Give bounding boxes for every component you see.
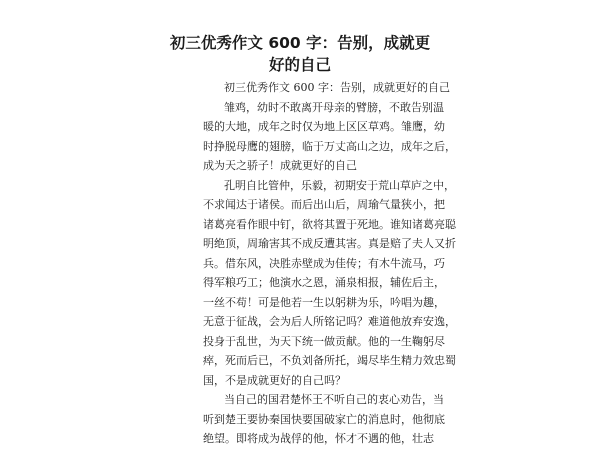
page-title-line-1: 初三优秀作文 600 字：告别，成就更 xyxy=(169,34,431,52)
article-line: 当自己的国君楚怀王不听自己的衷心劝告，当 xyxy=(224,393,444,406)
article-body xyxy=(203,78,456,449)
article-line: 不求闻达于诸侯。而后出山后，周瑜气量狭小，把 xyxy=(203,198,445,211)
article-line: 投身于乱世，为天下统一做贡献。他的一生鞠躬尽 xyxy=(203,334,445,348)
article-line: 孔明自比管仲，乐毅，初期安于荒山草庐之中， xyxy=(224,178,455,192)
article-line: 瘁，死而后已，不负刘备所托，竭尽毕生精力效忠蜀 xyxy=(203,354,456,367)
article-line: 绝望。即将成为战俘的他，怀才不遇的他，壮志 xyxy=(203,432,434,445)
article-line: 一丝不苟！可是他若一生以躬耕为乐，吟唱为趣， xyxy=(203,295,445,309)
page-title-line-2: 好的自己 xyxy=(268,56,331,74)
article-line: 得军粮巧工；他演水之恩，涌泉相报，辅佐后主， xyxy=(203,276,445,289)
article-line: 无意于征战，会为后人所铭记吗？难道他放弃安逸， xyxy=(203,315,456,328)
article-line: 明绝顶，周瑜害其不成反遭其害。真是赔了夫人又折 xyxy=(203,237,456,250)
article-line: 兵。借东风，决胜赤壁成为佳传；有木牛流马，巧 xyxy=(203,256,445,270)
article-line: 雏鸡，幼时不敢离开母亲的臂膀，不敢告别温 xyxy=(224,100,444,114)
article-line: 时挣脱母鹰的翅膀，临于万丈高山之边，成年之后， xyxy=(203,139,456,153)
article-line: 国，不是成就更好的自己吗？ xyxy=(203,373,346,387)
article-line: 初三优秀作文 600 字：告别，成就更好的自己 xyxy=(224,81,450,94)
article-line: 诸葛亮看作眼中钉，欲将其置于死地。谁知诸葛亮聪 xyxy=(203,217,456,231)
article-line: 成为天之骄子！成就更好的自己 xyxy=(203,159,357,172)
article-line: 听到楚王要协秦国快要国破家亡的消息时，他彻底 xyxy=(203,412,445,426)
article-line: 暖的大地，成年之时仅为地上区区草鸡。雏鹰，幼 xyxy=(203,120,445,133)
